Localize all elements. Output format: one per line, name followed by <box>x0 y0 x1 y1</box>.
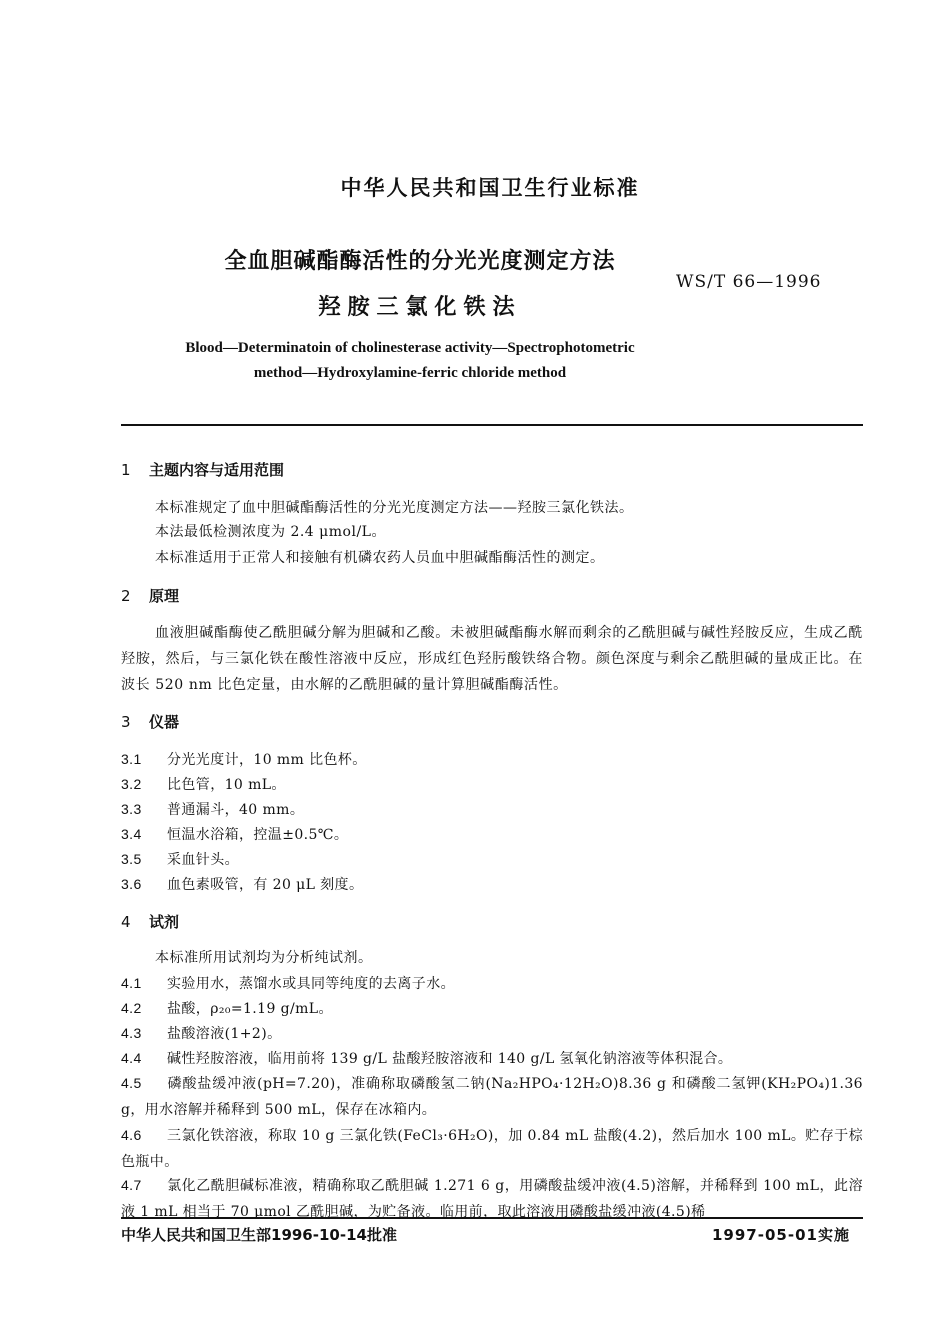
section-1-paragraph: 本标准适用于正常人和接触有机磷农药人员血中胆碱酯酶活性的测定。 <box>155 550 605 566</box>
item-text: 盐酸，ρ₂₀=1.19 g/mL。 <box>167 1001 333 1017</box>
list-item <box>121 1023 281 1043</box>
section-1-heading <box>121 459 284 480</box>
item-text: 普通漏斗，40 mm。 <box>167 802 305 818</box>
item-text: 比色管，10 mL。 <box>167 777 286 793</box>
section-title: 原理 <box>149 587 180 605</box>
section-1-paragraph: 本法最低检测浓度为 2.4 μmol/L。 <box>155 524 386 540</box>
item-text: 盐酸溶液(1+2)。 <box>167 1026 282 1042</box>
item-text: 恒温水浴箱，控温±0.5℃。 <box>167 827 349 843</box>
list-item <box>121 849 239 869</box>
item-number: 3.1 <box>121 751 142 767</box>
section-2-heading <box>121 585 179 606</box>
list-item <box>121 799 304 819</box>
item-number: 4.1 <box>121 975 142 991</box>
item-number: 4.6 <box>121 1127 142 1143</box>
item-number: 3.4 <box>121 826 142 842</box>
item-number: 4.5 <box>121 1075 142 1091</box>
item-text: 采血针头。 <box>167 852 239 868</box>
section-3-heading <box>121 711 179 732</box>
section-4-heading <box>121 911 179 932</box>
section-number: 4 <box>121 913 131 931</box>
item-number: 3.2 <box>121 776 142 792</box>
section-title: 主题内容与适用范围 <box>149 461 285 479</box>
item-number: 4.3 <box>121 1025 142 1041</box>
document-title-line2: 羟胺三氯化铁法 <box>318 295 522 320</box>
item-number: 4.2 <box>121 1000 142 1016</box>
document-title-line1: 全血胆碱酯酶活性的分光光度测定方法 <box>224 249 616 274</box>
english-title-line2: method—Hydroxylamine-ferric chloride method <box>253 365 567 381</box>
standard-number: WS/T 66—1996 <box>676 272 822 292</box>
item-text: 氯化乙酰胆碱标准液，精确称取乙酰胆碱 1.271 6 g，用磷酸盐缓冲液(4.5)溶解，并稀释到 100 mL，此溶液 1 mL 相当于 70 μmol 乙酰胆碱，为贮备液。临用前，取此溶液用磷酸盐缓冲液(4.5)稀 <box>121 1178 863 1220</box>
section-4-intro: 本标准所用试剂均为分析纯试剂。 <box>155 950 373 966</box>
item-text: 三氯化铁溶液，称取 10 g 三氯化铁(FeCl₃·6H₂O)，加 0.84 mL 盐酸(4.2)，然后加水 100 mL。贮存于棕色瓶中。 <box>121 1128 863 1170</box>
list-item <box>121 998 333 1018</box>
list-item <box>121 1122 863 1175</box>
section-2-paragraph: 血液胆碱酯酶使乙酰胆碱分解为胆碱和乙酸。未被胆碱酯酶水解而剩余的乙酰胆碱与碱性羟胺反应，生成乙酰羟胺，然后，与三氯化铁在酸性溶液中反应，形成红色羟肟酸铁络合物。颜色深度与剩余乙酰胆碱的量成正比。在波长 520 nm 比色定量，由水解的乙酰胆碱的量计算胆碱酯酶活性。 <box>121 625 863 693</box>
item-text: 血色素吸管，有 20 μL 刻度。 <box>167 877 364 893</box>
list-item <box>121 1070 863 1123</box>
list-item <box>121 1048 732 1068</box>
footer-divider <box>121 1217 863 1219</box>
approval-date: 中华人民共和国卫生部1996-10-14批准 <box>121 1226 397 1244</box>
item-number: 3.3 <box>121 801 142 817</box>
list-item <box>121 749 367 769</box>
section-number: 2 <box>121 587 131 605</box>
item-text: 碱性羟胺溶液，临用前将 139 g/L 盐酸羟胺溶液和 140 g/L 氢氧化钠溶液等体积混合。 <box>167 1051 733 1067</box>
item-text: 磷酸盐缓冲液(pH=7.20)，准确称取磷酸氢二钠(Na₂HPO₄·12H₂O)8.36 g 和磷酸二氢钾(KH₂PO₄)1.36 g，用水溶解并稀释到 500 mL，保存在冰箱内。 <box>121 1076 863 1118</box>
item-number: 4.7 <box>121 1177 142 1193</box>
item-text: 分光光度计，10 mm 比色杯。 <box>167 752 367 768</box>
item-number: 4.4 <box>121 1050 142 1066</box>
list-item <box>121 824 348 844</box>
item-number: 3.5 <box>121 851 142 867</box>
list-item <box>121 774 286 794</box>
section-1-paragraph: 本标准规定了血中胆碱酯酶活性的分光光度测定方法——羟胺三氯化铁法。 <box>155 500 634 516</box>
section-number: 3 <box>121 713 131 731</box>
section-title: 仪器 <box>149 713 180 731</box>
item-text: 实验用水，蒸馏水或具同等纯度的去离子水。 <box>167 976 455 992</box>
english-title-line1: Blood—Determinatoin of cholinesterase activity—Spectrophotometric <box>185 340 635 356</box>
title-divider <box>121 424 863 426</box>
list-item <box>121 874 363 894</box>
list-item <box>121 973 455 993</box>
section-title: 试剂 <box>149 913 180 931</box>
section-number: 1 <box>121 461 131 479</box>
implementation-date: 1997-05-01实施 <box>712 1226 850 1244</box>
item-number: 3.6 <box>121 876 142 892</box>
standard-category-header: 中华人民共和国卫生行业标准 <box>340 176 640 200</box>
